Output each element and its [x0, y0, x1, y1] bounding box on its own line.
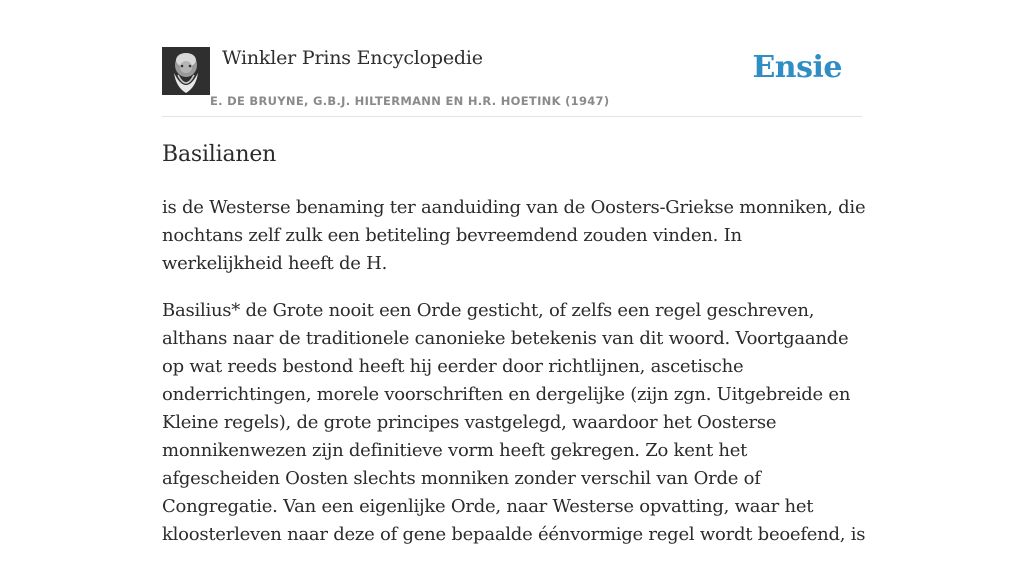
article-paragraph-1: is de Westerse benaming ter aanduiding van de Oosters-Griekse monniken, die nochtans zelf zulk een betiteling bevreemdend zouden vinden. In werkelijkheid heeft de H.: [162, 197, 866, 274]
authors-credit: E. DE BRUYNE, G.B.J. HILTERMANN EN H.R. HOETINK (1947): [210, 94, 610, 108]
author-portrait-icon[interactable]: [162, 47, 210, 95]
article: [162, 140, 867, 568]
site-header: [162, 44, 862, 117]
article-paragraph-2: Basilius* de Grote nooit een Orde gesticht, of zelfs een regel geschreven, althans naar de traditionele canonieke betekenis van dit woord. Voortgaande op wat reeds bestond heeft hij eerder door richtlijnen, ascetische onderrichtingen, morele voorschriften en dergelijke (zijn zgn. Uitgebreide en Kleine regels), de grote principes vastgelegd, waardoor het Oosterse monnikenwezen zijn definitieve vorm heeft gekregen. Zo kent het afgescheiden Oosten slechts monniken zonder verschil van Orde of Congregatie. Van een eigenlijke Orde, naar Westerse opvatting, waar het kloosterleven naar deze of gene bepaalde éénvormige regel wordt beoefend, is: [162, 300, 866, 545]
ensie-logo[interactable]: Ensie: [752, 50, 842, 85]
site-title[interactable]: Winkler Prins Encyclopedie: [222, 47, 483, 69]
article-title: Basilianen: [162, 142, 277, 167]
